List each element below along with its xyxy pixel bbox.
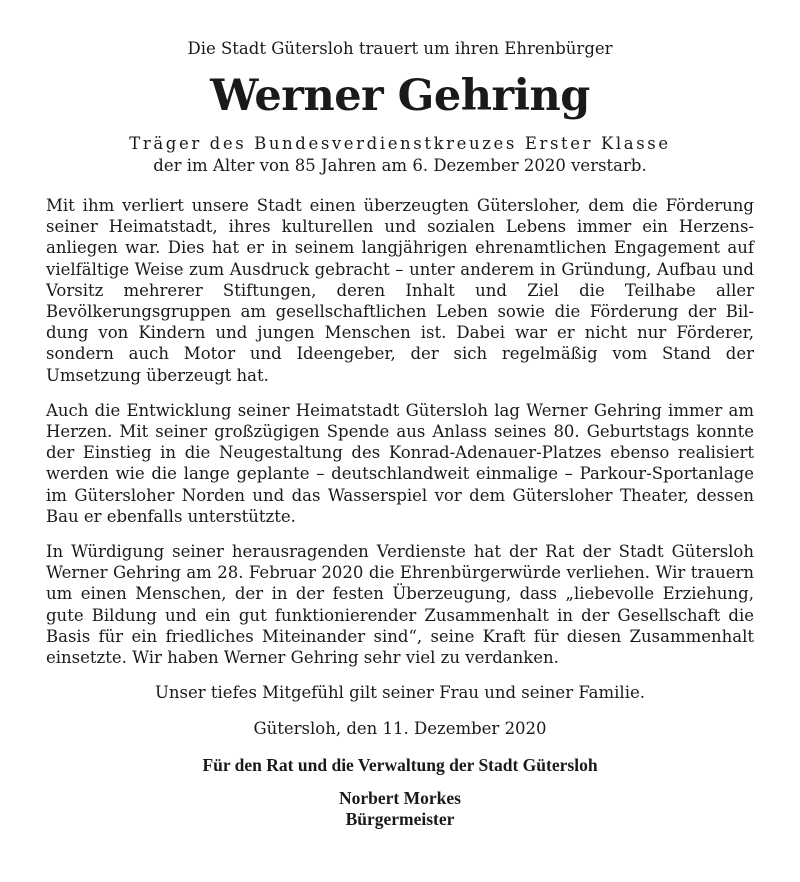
intro-line: Die Stadt Gütersloh trauert um ihren Ehrenbürger <box>187 39 613 58</box>
signer-title: Bürgermeister <box>345 809 455 830</box>
body-paragraph-2: Auch die Entwicklung seiner Heimatstadt Gütersloh lag Werner Gehring immer am Herzen. Mit seiner großzügigen Spende aus Anlass seines 80. Geburtstags konnte der Einstieg in die Neugestaltung des Konrad-Adenauer-Platzes ebenso realisiert werden wie die lange geplante – deutschlandweit einmalige – Parkour-Sportanlage im Gütersloher Norden und das Wasserspiel vor dem Gütersloher Theater, dessen Bau er ebenfalls unterstützte. <box>46 400 754 526</box>
death-line: der im Alter von 85 Jahren am 6. Dezember 2020 verstarb. <box>153 156 647 175</box>
deceased-name: Werner Gehring <box>210 71 590 121</box>
place-date-line: Gütersloh, den 11. Dezember 2020 <box>253 719 547 739</box>
signer-name: Norbert Morkes <box>339 788 461 809</box>
condolence-line: Unser tiefes Mitgefühl gilt seiner Frau und seiner Familie. <box>155 683 645 703</box>
honor-line: Träger des Bundesverdienstkreuzes Erster Klasse <box>129 134 671 153</box>
body-paragraph-3: In Würdigung seiner herausragenden Verdienste hat der Rat der Stadt Gütersloh Werner Gehring am 28. Februar 2020 die Ehrenbürgerwürde verliehen. Wir trauern um einen Menschen, der in der festen Überzeugung, dass „liebevolle Erziehung, gute Bildung und ein gut funktionierender Zusammenhalt in der Gesellschaft die Basis für ein friedliches Miteinander sind“, seine Kraft für diesen Zusammenhalt einsetzte. Wir haben Werner Gehring sehr viel zu verdanken. <box>46 542 754 668</box>
council-line: Für den Rat und die Verwaltung der Stadt Gütersloh <box>202 755 598 776</box>
body-paragraph-1: Mit ihm verliert unsere Stadt einen überzeugten Gütersloher, dem die Förderung seiner Heimatstadt, ihres kulturellen und sozialen Lebens immer ein Herzensanliegen war. Dies hat er in seinem langjährigen ehrenamtlichen Engagement auf vielfältige Weise zum Ausdruck gebracht – unter anderem in Gründung, Aufbau und Vorsitz mehrerer Stiftungen, deren Inhalt und Ziel die Teilhabe aller Bevölkerungsgruppen am gesellschaftlichen Leben sowie die Förderung der Bildung von Kindern und jungen Menschen ist. Dabei war er nicht nur Förderer, sondern auch Motor und Ideengeber, der sich regelmäßig vom Stand der Umsetzung überzeugt hat. <box>46 196 754 385</box>
